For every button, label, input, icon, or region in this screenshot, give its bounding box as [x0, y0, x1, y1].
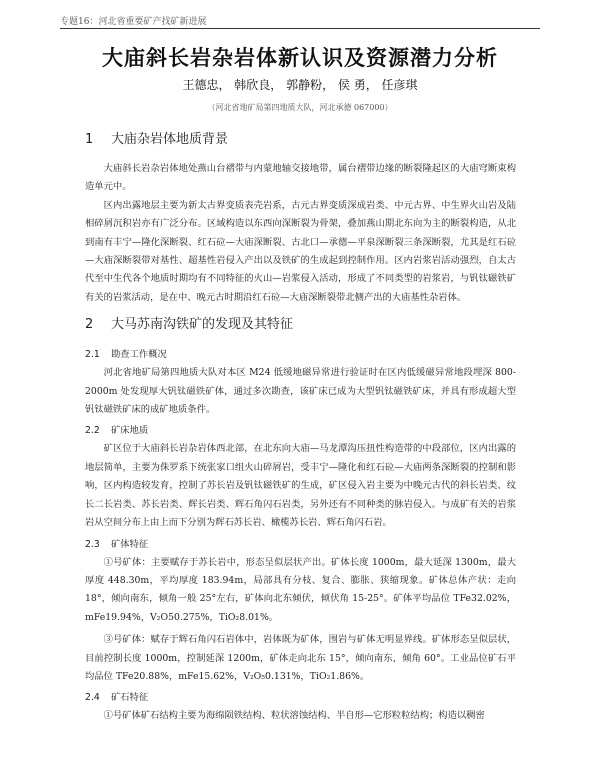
section-number: 1 — [85, 132, 94, 147]
subsection-heading — [85, 421, 516, 440]
section-title: 大马苏南沟铁矿的发现及其特征 — [111, 317, 294, 333]
paragraph: 矿区位于大庙斜长岩杂岩体西北部，在北东向大庙—马龙潭沟压扭性构造带的中段部位，区内出露的地层简单，主要为侏罗系下统张家口组火山碎屑岩，受丰宁—隆化和红石砬—大庙两条深断裂的控制和影响，区内构造较发育，控制了苏长岩及钒钛磁铁矿的生成，矿区侵入岩主要为中晚元古代的斜长岩类、纹长二长岩类、苏长岩类、辉长岩类、辉石角闪石岩类，另外还有不同种类的脉岩侵入。与成矿有关的岩浆岩从空间分布上由上而下分别为辉石苏长岩、橄榄苏长岩、辉石角闪石岩。 — [85, 443, 516, 529]
paragraph: ①号矿体：主要赋存于苏长岩中，形态呈似层状产出。矿体长度 1000m，最大延深 1300m，最大厚度 448.30m，平均厚度 183.94m，局部具有分枝、复合、膨胀、狭缩现象。矿体总体产状：走向 18°，倾向南东，倾角一般 25°左右，矿体向北东倾伏，倾伏角 15-25°。矿体平均品位 TFe32.02%，mFe19.94%，V₂O50.275%，TiO₂8.01%。 — [85, 556, 516, 623]
running-header: 专题16：河北省重要矿产找矿新进展 — [60, 17, 207, 27]
paragraph: 河北省地矿局第四地质大队对本区 M24 低缓地磁异常进行验证时在区内低缓磁异常地段埋深 800-2000m 处发现厚大钒钛磁铁矿体，通过多次勘查，该矿床已成为大型钒钛磁铁矿床，并具有形成超大型钒钛磁铁矿床的成矿地质条件。 — [85, 367, 516, 416]
paragraph: 大庙斜长岩杂岩体地处燕山台褶带与内蒙地轴交接地带，属台褶带边缘的断裂隆起区的大庙穹断束构造单元中。 — [85, 163, 516, 193]
paragraph: 区内出露地层主要为新太古界变质表壳岩系，古元古界变质深成岩类、中元古界、中生界火山岩及陆相碎屑沉积岩亦有广泛分布。区域构造以东西向深断裂为骨架，叠加燕山期北东向为主的断裂构造，从北到南有丰宁—隆化深断裂、红石砬—大庙深断裂、古北口—承德—平泉深断裂三条深断裂，尤其是红石砬—大庙深断裂带对基性、超基性岩侵入产出以及铁矿的生成起到控制作用。区内岩浆岩活动强烈，自太古代至中生代各个地质时期均有不同特征的火山—岩浆侵入活动，形成了不同类型的岩浆岩，与钒钛磁铁矿有关的岩浆活动，是在中、晚元古时期沿红石砬—大庙深断裂带北侧产出的大庙基性杂岩体。 — [85, 199, 516, 303]
section-number: 2 — [85, 317, 94, 333]
paper-authors: 王德忠， 韩欣良， 郭静粉， 侯 勇， 任彦琪 — [182, 78, 418, 92]
subsection-number: 2.3 — [85, 538, 100, 550]
subsection-number: 2.2 — [85, 425, 100, 437]
paper-affiliation: （河北省地矿局第四地质大队，河北承德 067000） — [207, 103, 393, 112]
section-heading — [85, 313, 516, 337]
paragraph: ①号矿体矿石结构主要为海绵陨铁结构、粒状溶蚀结构、半自形—它形粒粒结构；构造以稠密 — [103, 710, 485, 722]
subsection-title: 矿床地质 — [111, 425, 149, 437]
subsection-heading — [85, 535, 516, 554]
subsection-title: 矿石特征 — [111, 692, 149, 704]
subsection-title: 勘查工作概况 — [111, 349, 167, 361]
subsection-heading — [85, 688, 516, 707]
subsection-heading — [85, 345, 516, 364]
section-heading — [85, 128, 516, 152]
header-divider — [60, 28, 540, 29]
paper-title: 大庙斜长岩杂岩体新认识及资源潜力分析 — [102, 46, 498, 70]
paper-body — [85, 128, 516, 726]
subsection-number: 2.1 — [85, 349, 100, 361]
paragraph: ③号矿体：赋存于辉石角闪石岩体中，岩体既为矿体，围岩与矿体无明显界线。矿体形态呈似层状，目前控制长度 1000m，控制延深 1200m，矿体走向北东 15°，倾向南东，倾角 60°。工业品位矿石平均品位 TFe20.88%，mFe15.62%，V₂O₅0.131%，TiO₂1.86%。 — [85, 634, 516, 682]
subsection-title: 矿体特征 — [111, 538, 149, 550]
subsection-number: 2.4 — [85, 692, 100, 704]
section-title: 大庙杂岩体地质背景 — [111, 132, 229, 147]
